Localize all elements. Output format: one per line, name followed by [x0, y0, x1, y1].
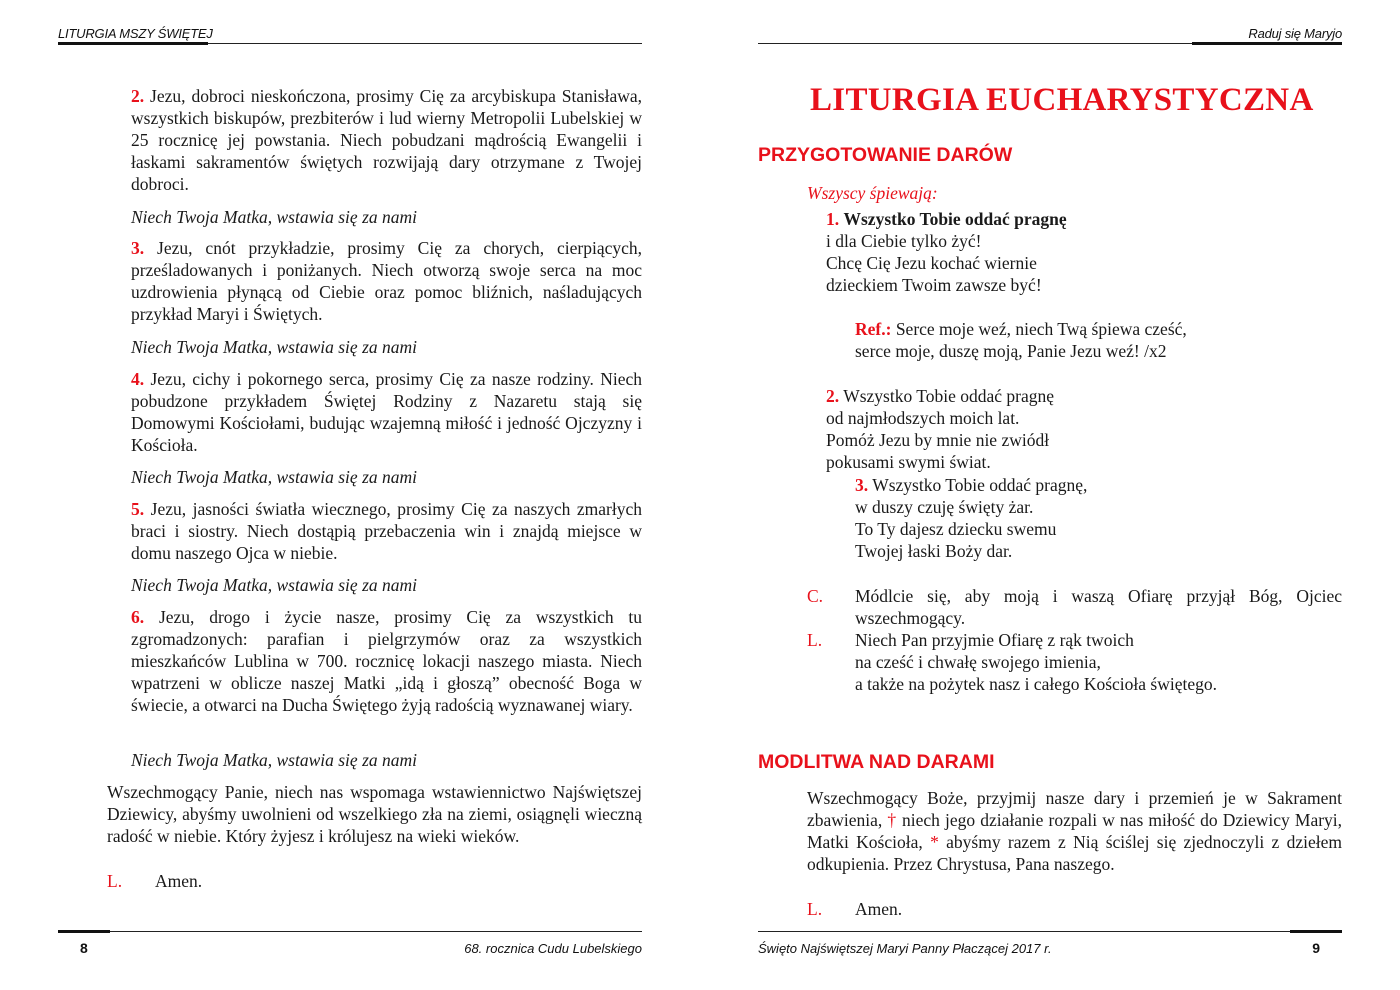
- closing-prayer: Wszechmogący Panie, niech nas wspomaga wstawiennictwo Najświętszej Dziewicy, abyśmy uwolnieni od wszelkiego zła na ziemi, osiągnęli wieczną radość w niebie. Który żyjesz i królujesz na wieki wieków.: [107, 782, 642, 846]
- footer-text: 68. rocznica Cudu Lubelskiego: [464, 941, 642, 956]
- refrain-text: Serce moje weź, niech Twą śpiewa cześć,: [895, 319, 1187, 339]
- intercession-number: 2.: [131, 86, 145, 106]
- verse-3-line-3: To Ty dajesz dziecku swemu: [855, 519, 1057, 539]
- section-title-preparation: PRZYGOTOWANIE DARÓW: [758, 144, 1013, 166]
- response-line: Niech Twoja Matka, wstawia się za nami: [131, 207, 417, 227]
- verse-number: 1.: [826, 209, 840, 229]
- intercession-text: Jezu, cnót przykładzie, prosimy Cię za chorych, cierpiących, prześladowanych i poniżanych. Niech otworzą swoje serca na moc uzdrowienia płynącą od Ciebie oraz pomoc bliźnich, naśladujących przykład Maryi i Świętych.: [131, 238, 643, 324]
- right-running-head: Raduj się Maryjo: [1248, 26, 1342, 41]
- intercession-text: Jezu, dobroci nieskończona, prosimy Cię za arcybiskupa Stanisława, wszystkich biskupów, prezbiterów i lud wierny Metropolii Lubelskiej w 25 rocznicę jej powstania. Niech pobudzani mądrością Ewangelii i łaskami sakramentów świętych rozwijają dary otrzymane z Twojej dobroci.: [131, 86, 642, 194]
- amen-text: Amen.: [155, 871, 203, 891]
- verse-number: 3.: [855, 475, 869, 495]
- verse-2-line-3: Pomóż Jezu by mnie nie zwiódł: [826, 430, 1050, 450]
- intercession-5: [131, 498, 642, 564]
- verse-3-line-4: Twojej łaski Boży dar.: [855, 541, 1013, 561]
- intercession-text: Jezu, drogo i życie nasze, prosimy Cię za wszystkich tu zgromadzonych: parafian i pielgrzymów oraz za wszystkich mieszkańców Lublina w 700. rocznicę lokacji naszego miasta. Niech wpatrzeni w oblicze naszej Matki „idą i głoszą” obecność Boga w świecie, a otwarci na Ducha Świętego żyją radością wyznawanej wiary.: [131, 607, 643, 715]
- all-sing-label: Wszyscy śpiewają:: [807, 183, 938, 203]
- amen-label: L.: [807, 899, 823, 919]
- refrain-line-1: [855, 318, 1187, 340]
- header-rule-accent: [58, 42, 208, 45]
- people-line-1: Niech Pan przyjmie Ofiarę z rąk twoich: [855, 630, 1134, 650]
- verse-2-line-1: [826, 385, 1054, 407]
- footer-text: Święto Najświętszej Maryi Panny Płaczącej 2017 r.: [758, 941, 1052, 956]
- intercession-number: 3.: [131, 238, 145, 258]
- footer-rule: [58, 931, 642, 932]
- verse-1-line-2: i dla Ciebie tylko żyć!: [826, 231, 982, 251]
- amen-label: L.: [107, 871, 123, 891]
- priest-text: Módlcie się, aby moją i waszą Ofiarę przyjął Bóg, Ojciec wszechmogący.: [855, 586, 1342, 628]
- verse-text: Wszystko Tobie oddać pragnę: [843, 386, 1055, 406]
- verse-3-line-1: [855, 474, 1087, 496]
- intercession-4: [131, 368, 642, 456]
- intercession-3: [131, 237, 642, 325]
- verse-text: Wszystko Tobie oddać pragnę: [843, 209, 1067, 229]
- left-running-head: LITURGIA MSZY ŚWIĘTEJ: [58, 26, 213, 41]
- people-line-3: a także na pożytek nasz i całego Kościoła świętego.: [855, 674, 1218, 694]
- verse-2-line-4: pokusami swymi świat.: [826, 452, 991, 472]
- cross-icon: †: [887, 810, 897, 830]
- page-number: 9: [1312, 940, 1320, 956]
- response-line: Niech Twoja Matka, wstawia się za nami: [131, 575, 417, 595]
- intercession-text: Jezu, cichy i pokornego serca, prosimy Cię za nasze rodziny. Niech pobudzone przykładem Świętej Rodziny z Nazaretu stają się Domowymi Kościołami, budując wzajemną miłość i jedność Ojczyzny i Kościoła.: [131, 369, 642, 455]
- refrain-line-2: serce moje, duszę moją, Panie Jezu weź! /x2: [855, 341, 1167, 361]
- intercession-2: [131, 85, 642, 195]
- people-label: L.: [807, 630, 823, 650]
- priest-label: C.: [807, 586, 824, 606]
- amen-text: Amen.: [855, 899, 903, 919]
- prayer-part-1: Wszechmogący Boże, przyjmij nasze dary i przemień je w Sakrament zbawienia,: [807, 788, 1342, 830]
- intercession-text: Jezu, jasności światła wiecznego, prosimy Cię za naszych zmarłych braci i siostry. Niech dostąpią przebaczenia win i znajdą miejsce w domu naszego Ojca w niebie.: [131, 499, 643, 563]
- verse-1-line-3: Chcę Cię Jezu kochać wiernie: [826, 253, 1037, 273]
- response-line: Niech Twoja Matka, wstawia się za nami: [131, 750, 417, 770]
- intercession-6: [131, 606, 642, 716]
- footer-rule-accent: [1290, 930, 1342, 933]
- footer-rule-accent: [58, 930, 110, 933]
- page-number: 8: [80, 940, 88, 956]
- response-line: Niech Twoja Matka, wstawia się za nami: [131, 337, 417, 357]
- intercession-number: 6.: [131, 607, 145, 627]
- main-title: LITURGIA EUCHARYSTYCZNA: [810, 82, 1314, 118]
- response-line: Niech Twoja Matka, wstawia się za nami: [131, 467, 417, 487]
- verse-text: Wszystko Tobie oddać pragnę,: [872, 475, 1088, 495]
- people-line-2: na cześć i chwałę swojego imienia,: [855, 652, 1101, 672]
- verse-1-line-1: [826, 208, 1067, 230]
- section-title-prayer-over-gifts: MODLITWA NAD DARAMI: [758, 751, 995, 773]
- verse-number: 2.: [826, 386, 840, 406]
- prayer-over-gifts: [807, 787, 1342, 875]
- intercession-number: 4.: [131, 369, 145, 389]
- verse-1-line-4: dzieckiem Twoim zawsze być!: [826, 275, 1042, 295]
- star-icon: *: [930, 832, 939, 852]
- prayer-part-3: abyśmy razem z Nią ściślej się zjednoczyli z dziełem odkupienia. Przez Chrystusa, Pana naszego.: [807, 832, 1343, 874]
- prayer-part-2: niech jego działanie rozpali w nas miłość do Dziewicy Maryi, Matki Kościoła,: [807, 810, 1343, 852]
- footer-rule: [758, 931, 1342, 932]
- verse-2-line-2: od najmłodszych moich lat.: [826, 408, 1020, 428]
- verse-3-line-2: w duszy czuję święty żar.: [855, 497, 1034, 517]
- refrain-label: Ref.:: [855, 319, 892, 339]
- header-rule-accent: [1192, 42, 1342, 45]
- intercession-number: 5.: [131, 499, 145, 519]
